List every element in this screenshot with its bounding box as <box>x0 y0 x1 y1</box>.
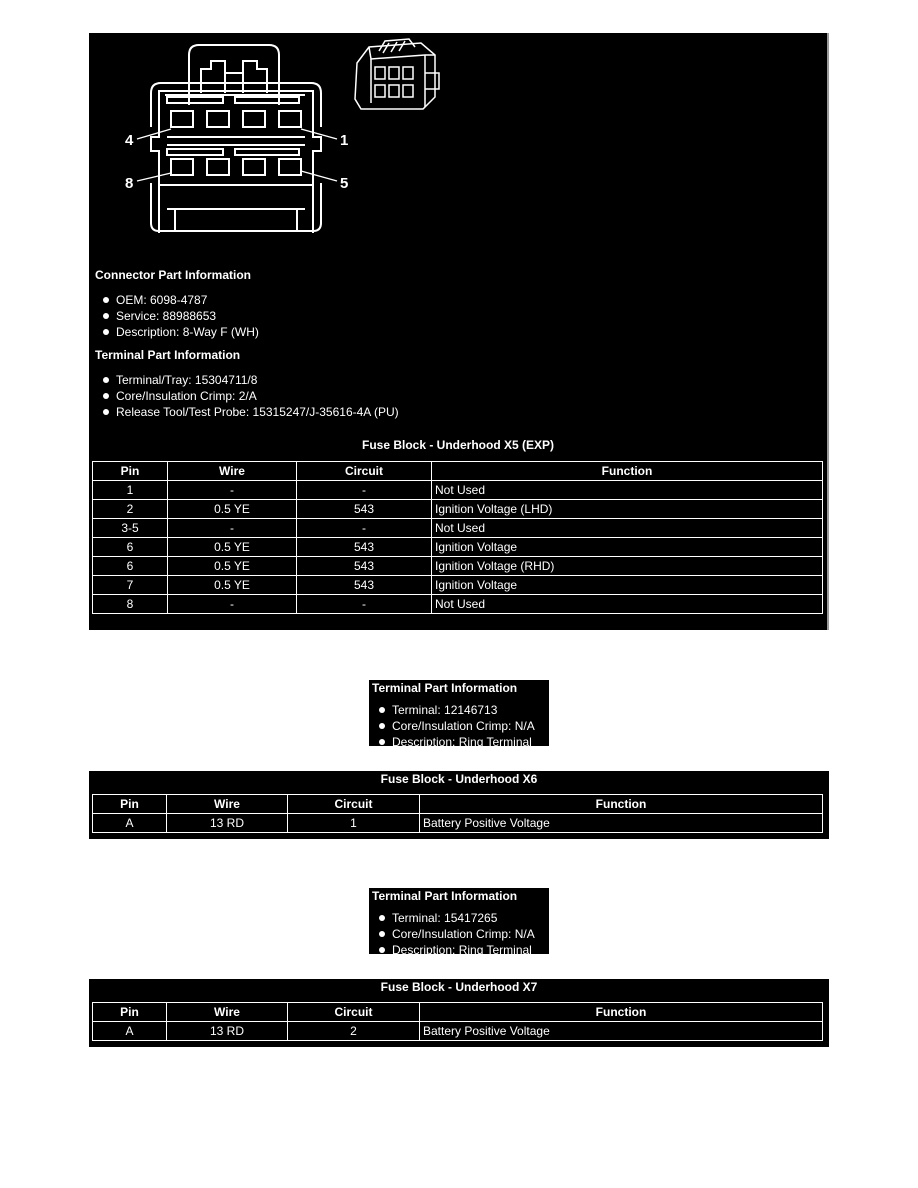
connector-part-info-list <box>101 292 259 340</box>
x7-table-panel <box>89 979 829 1047</box>
pin-callout-4: 4 <box>125 132 134 149</box>
pin-cell: A <box>93 1022 167 1041</box>
list-item: Description: 8-Way F (WH) <box>101 324 259 340</box>
wire-cell: 13 RD <box>167 1022 288 1041</box>
column-header-circuit: Circuit <box>288 1003 420 1022</box>
table-row <box>93 557 823 576</box>
pin-cell: 7 <box>93 576 168 595</box>
circuit-cell: 543 <box>297 500 432 519</box>
function-cell: Ignition Voltage (LHD) <box>432 500 823 519</box>
pin-cell: 8 <box>93 595 168 614</box>
pin-cell: 6 <box>93 538 168 557</box>
column-header-wire: Wire <box>167 795 288 814</box>
wire-cell: - <box>168 481 297 500</box>
circuit-cell: - <box>297 519 432 538</box>
x5-pinout-table <box>92 461 823 614</box>
x7-table-title: Fuse Block - Underhood X7 <box>380 980 538 994</box>
x6-table-title: Fuse Block - Underhood X6 <box>380 772 538 786</box>
function-cell: Ignition Voltage <box>432 576 823 595</box>
table-row <box>93 481 823 500</box>
table-row <box>93 500 823 519</box>
list-item: Core/Insulation Crimp: N/A <box>377 718 535 734</box>
wire-cell: - <box>168 595 297 614</box>
wire-cell: - <box>168 519 297 538</box>
x7-pinout-table <box>92 1002 823 1041</box>
circuit-cell: 543 <box>297 538 432 557</box>
list-item: Terminal: 12146713 <box>377 702 535 718</box>
circuit-cell: 1 <box>288 814 420 833</box>
x5-panel <box>89 33 829 630</box>
pin-cell: A <box>93 814 167 833</box>
table-row <box>93 595 823 614</box>
circuit-cell: - <box>297 481 432 500</box>
x6-pinout-table <box>92 794 823 833</box>
list-item: OEM: 6098-4787 <box>101 292 259 308</box>
x6-terminal-info-box <box>369 680 549 749</box>
list-item: Description: Ring Terminal <box>377 734 535 750</box>
list-item: Description: Ring Terminal <box>377 942 535 958</box>
terminal-part-info-list <box>101 372 399 420</box>
wire-cell: 0.5 YE <box>168 538 297 557</box>
function-cell: Battery Positive Voltage <box>420 814 823 833</box>
list-item: Terminal/Tray: 15304711/8 <box>101 372 399 388</box>
column-header-circuit: Circuit <box>297 462 432 481</box>
pin-callout-5: 5 <box>340 175 349 192</box>
column-header-wire: Wire <box>167 1003 288 1022</box>
list-item: Service: 88988653 <box>101 308 259 324</box>
pin-cell: 1 <box>93 481 168 500</box>
connector-part-info-heading: Connector Part Information <box>95 268 252 282</box>
table-row <box>93 538 823 557</box>
circuit-cell: 2 <box>288 1022 420 1041</box>
circuit-cell: - <box>297 595 432 614</box>
pin-callout-1: 1 <box>340 132 349 149</box>
connector-diagram <box>89 33 449 243</box>
terminal-part-info-list <box>377 910 535 958</box>
pin-cell: 2 <box>93 500 168 519</box>
column-header-function: Function <box>420 795 823 814</box>
column-header-circuit: Circuit <box>288 795 420 814</box>
wire-cell: 0.5 YE <box>168 557 297 576</box>
function-cell: Not Used <box>432 519 823 538</box>
table-row <box>93 1022 823 1041</box>
circuit-cell: 543 <box>297 557 432 576</box>
terminal-part-info-list <box>377 702 535 750</box>
pin-cell: 3-5 <box>93 519 168 538</box>
pin-cell: 6 <box>93 557 168 576</box>
list-item: Core/Insulation Crimp: 2/A <box>101 388 399 404</box>
list-item: Terminal: 15417265 <box>377 910 535 926</box>
column-header-wire: Wire <box>168 462 297 481</box>
wire-cell: 0.5 YE <box>168 500 297 519</box>
column-header-function: Function <box>420 1003 823 1022</box>
function-cell: Not Used <box>432 595 823 614</box>
terminal-part-info-heading: Terminal Part Information <box>95 348 241 362</box>
x7-terminal-info-box <box>369 888 549 957</box>
terminal-part-info-heading: Terminal Part Information <box>372 681 518 695</box>
table-row <box>93 814 823 833</box>
function-cell: Battery Positive Voltage <box>420 1022 823 1041</box>
table-header-row <box>93 795 823 814</box>
table-header-row <box>93 462 823 481</box>
circuit-cell: 543 <box>297 576 432 595</box>
function-cell: Not Used <box>432 481 823 500</box>
column-header-function: Function <box>432 462 823 481</box>
table-row <box>93 519 823 538</box>
table-header-row <box>93 1003 823 1022</box>
column-header-pin: Pin <box>93 1003 167 1022</box>
wire-cell: 13 RD <box>167 814 288 833</box>
wire-cell: 0.5 YE <box>168 576 297 595</box>
x6-table-panel <box>89 771 829 839</box>
pin-callout-8: 8 <box>125 175 134 192</box>
column-header-pin: Pin <box>93 795 167 814</box>
x5-table-title: Fuse Block - Underhood X5 (EXP) <box>361 438 555 452</box>
terminal-part-info-heading: Terminal Part Information <box>372 889 518 903</box>
list-item: Release Tool/Test Probe: 15315247/J-35616-4A (PU) <box>101 404 399 420</box>
table-row <box>93 576 823 595</box>
column-header-pin: Pin <box>93 462 168 481</box>
list-item: Core/Insulation Crimp: N/A <box>377 926 535 942</box>
function-cell: Ignition Voltage <box>432 538 823 557</box>
function-cell: Ignition Voltage (RHD) <box>432 557 823 576</box>
